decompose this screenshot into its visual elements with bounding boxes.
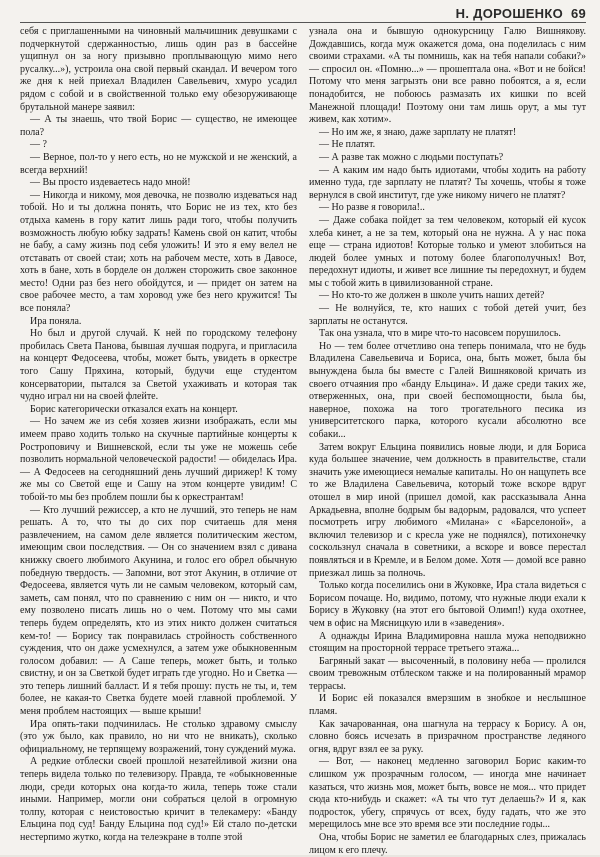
paragraph: Затем вокруг Ельцина появились новые люди, и для Бориса куда большее значение, чем должность в правительстве, стали значить уже имеющиеся немалые капиталы. Но он нащупеть все то же Владилена Савельевича, который тоже вскоре вдруг отошел в мир иной (пришел домой, как рассказывала Анна Аркадьевна, вполне бодрым бы вадорым, радовался, что успеет посмотреть игру любимого «Милана» с «Барселоной», а включил телевизор и с кресла уже не поднялся), потихонечку соскользнул сначала в советники, а вскоре и вовсе перестал появляться и в Кремле, и в Белом доме. Хотя — домой все равно приезжал лишь за полночь. (309, 441, 586, 579)
paragraph: — Вы просто издеваетесь надо мной! (30, 177, 191, 189)
paragraph: — Никогда и никому, моя девочка, не позволю издеваться над тобой. Но и ты должна понять, что Борис не из тех, кто без отдыха камень в гору катит лишь ради того, чтобы получить возможность любую юбку задрать! Камень свой он катит, чтобы не бабу, а саму жизнь под себя уложить! И это я ему велел не отставать от своей стаи; хоть на рабочем месте, хоть в Давосе, хоть в бане, хоть в борделе он должен сторожить свое законное место! Одни раз без него обойдутся, и — придет он затем на свое рабочее место, а там хоровод уже без него кружится! Ты все поняла? (20, 189, 297, 315)
paragraph: — А каким им надо быть идиотами, чтобы ходить на работу именно туда, где зарплату не платят? Ты хочешь, чтобы я тоже вернулся в свой институт, где уже никому ничего не платят? (309, 164, 586, 201)
paragraph: — Но им же, я знаю, даже зарплату не платят! (319, 126, 517, 138)
paragraph: А однажды Ирина Владимировна нашла мужа неподвижно стоящим на просторной террасе третьего этажа... (309, 630, 586, 655)
paragraph: — Но разве я говорила!.. (319, 202, 425, 214)
paragraph: себя с приглашенными на чиновный мальчишник девушками с подчеркнутой сдержанностью, лишь один раз в бассейне ущипнул он за ногу призывно проплывающую мимо него русалку...»), устроила она свой первый скандал. И вечером того же дня к ней приехал Владилен Савельевич, хмуро усадил рядом с собой и в свойственной только ему обезоруживающе брутальной манере заявил: (20, 26, 297, 113)
paragraph: — Верное, пол-то у него есть, но не мужской и не женский, а всегда верхний! (20, 151, 297, 176)
paragraph: — Кто лучший режиссер, а кто не лучший, это теперь не нам решать. А то, что ты до сих пор считаешь для меня развлечением, на самом деле является политическим жестом, имеющим свои последствия. — Он со значением взял с дивана книжку своего любимого Акунина, и голос его обрел обычную победную твердость. — Запомни, вот этот Акунин, в отличие от Федосеева, является чуть ли не самым человеком, который сам, заметь, сам понял, что по сравнению с ним он — никто, и что ему позволено писать лишь но о чем. Потому что мы сами теперь будем определять, кто из этих никто должен считаться кем-то! — Борису так понравилась стройность собственного суждения, что он даже усмехнулся, а затем уже обыкновенным голосом добавил: — А Саше теперь, может быть, и только свистну, и он за Светкой будет играть где угодно. Но и Светка — это теперь лишний балласт. И я тебя прошу: пусть не ты, и, тем более, не какая-то Светка будете моей главной проблемой. У меня проблем настоящих — выше крыши! (20, 504, 297, 718)
text-columns (20, 26, 586, 856)
paragraph: Она, чтобы Борис не заметил ее благодарных слез, прижалась лицом к его плечу. (309, 832, 586, 856)
paragraph: Багряный закат — высоченный, в половину неба — пролился своим тревожным отблеском также и на полированный мрамор террасы. (309, 655, 586, 692)
running-header (456, 6, 586, 21)
paragraph: Но был и другой случай. К ней по городскому телефону пробилась Света Панова, бывшая лучшая подруга, и пригласила на концерт Федосеева, чтобы, может быть, увидеть в оркестре того Сашу Пряхина, который, будучи еще студентом консерватории, пытался за Светой ухаживать и которая так чудно играл ни на своей флейте. (20, 328, 297, 403)
paragraph: — Не волнуйся, те, кто наших с тобой детей учит, без зарплаты не останутся. (309, 303, 586, 327)
paragraph: — А разве так можно с людьми поступать? (319, 151, 504, 163)
paragraph: И Борис ей показался вмерзшим в знобкое и неслышное пламя. (309, 693, 586, 718)
paragraph: — Но зачем же из себя хозяев жизни изображать, если мы имеем право ходить только на скучные партийные концерты к Ростроповичу и Вишневской, если ты уже не можешь себе позволить нормальной человеческой радости! — обиделась Ира. — А Федосеев на сегодняшний день лучший дирижер! К тому же мы со Светой еще и Сашу на этом концерте увидим! С тобой-то мы без проблем пошли бы к оркестрантам! (20, 416, 297, 503)
paragraph: Так она узнала, что в мире что-то насовсем порушилось. (319, 328, 561, 340)
paragraph: — А ты знаешь, что твой Борис — существо, не имеющее пола? (20, 114, 297, 138)
paragraph: Ира поняла. (30, 315, 82, 327)
paragraph: узнала она и бывшую однокурсницу Галю Вишнякову. Дождавшись, когда муж окажется дома, она поделилась с ним своими страхами. «А ты помнишь, как на тебя напали собаки?» — спросил он. «Помню...» — прошептала она. «Вот и не бойся! Потому что меня загрызть они все равно побоятся, а я, если понадобится, не побоюсь размазать их кишки по всей Манежной площади! Поэтому они там лишь орут, а мы тут живем, как хотим». (309, 26, 586, 126)
left-column (20, 26, 297, 846)
paragraph: Как зачарованная, она шагнула на террасу к Борису. А он, словно боясь исчезать в призрачном пространстве ледяного огня, вдруг взял ее за руку. (309, 718, 586, 755)
page-number: 69 (570, 6, 586, 21)
paragraph: — Не платят. (319, 139, 376, 151)
paragraph: — Вот, — наконец медленно заговорил Борис каким-то слишком уж прозрачным голосом, — иногда мне начинает казаться, что жизнь моя, может быть, вовсе не моя... что придет сюда кто-нибудь и скажет: «А ты что тут делаешь?» И я, как подросток, убегу, спрячусь от всех, буду гадать, что же это мерещилось мне все это время все эти последние годы... (309, 756, 586, 831)
paragraph: А редкие отблески своей прошлой незатейливой жизни она теперь видела только по телевизору. Правда, те «обыкновенные люди, среди которых она когда-то жила, теперь тоже стали иными. Например, могли они собраться целой в огромную толпу, которая с неистовостью кричит в телекамеру: «Банду Ельцина под суд! Банду Ельцина под суд!» Ей стало по-детски нестерпимо жутко, когда на телеэкране в толпе этой (20, 756, 297, 843)
paragraph: Но — тем более отчетливо она теперь понимала, что не будь Владилена Савельевича и Бориса, она, быть может, была бы вынуждена была бы вместе с Галей Вишняковой кричать из своего отчаяния про «банду Ельцина». И даже среди таких же, отверженных, она, при своей беспомощности, была бы, наверное, похожа на того трогательного песика из университетского парка, которого кусали абсолютно все собаки... (309, 340, 586, 440)
header-rule (20, 22, 586, 23)
paragraph: Ира опять-таки подчинилась. Не столько здравому смыслу (это уж было, как правило, но ни что не вникать), сколько официальному, не терпящему возражений, тону суждений мужа. (20, 718, 297, 755)
paragraph: Борис категорически отказался ехать на концерт. (30, 403, 238, 415)
right-column (309, 26, 586, 856)
author-name: Н. ДОРОШЕНКО (455, 6, 564, 21)
paragraph: — Но кто-то же должен в школе учить наших детей? (319, 290, 545, 302)
paragraph: — ? (30, 139, 47, 151)
paragraph: Только когда поселились они в Жуковке, Ира стала видеться с Борисом почаще. Но, видимо, потому, что нужные люди ехали к Борису в Жуковку (на этот его бытовой Олимп!) куда охотнее, чем в офис на Мясницкую или в «заведения». (309, 580, 586, 629)
paragraph: — Даже собака пойдет за тем человеком, который ей кусок хлеба кинет, а не за тем, который она не нужна. А у нас пока еще — страна идиотов! Которые только и умеют злобиться на людей более умных и потому более благополучных! Вот, передохнут идиоты, и живет все лишние ты передохнут, и будем мы с тобой жить в цивилизованной стране. (309, 214, 586, 289)
